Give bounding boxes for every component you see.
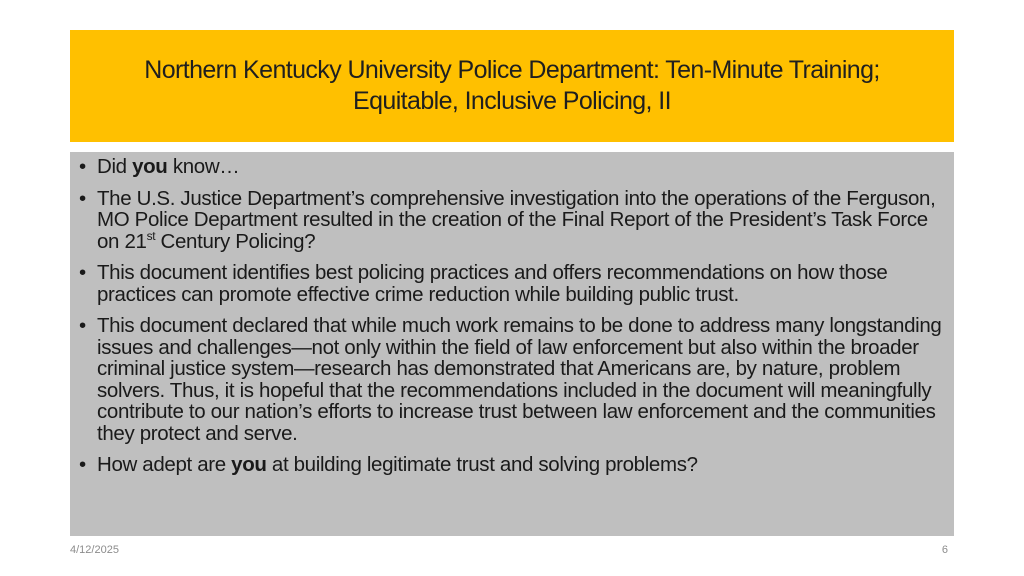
bullet-1-text-post: know… — [167, 155, 240, 178]
slide-title-line-1: Northern Kentucky University Police Department: Ten-Minute Training; — [144, 56, 880, 84]
bullet-item-3 — [70, 262, 946, 305]
bullet-3-text: This document identifies best policing practices and offers recommendations on how those practices can promote effective crime reduction while building public trust. — [97, 261, 888, 306]
page-number: 6 — [941, 544, 948, 556]
bullet-item-1 — [70, 156, 946, 178]
slide-title — [144, 55, 879, 117]
bullet-2-superscript: st — [146, 228, 156, 243]
bullet-item-2 — [70, 188, 946, 253]
bullet-icon: • — [79, 261, 86, 284]
bullet-icon: • — [79, 314, 86, 337]
bullet-icon: • — [79, 155, 86, 178]
bullet-1-text-pre: Did — [97, 155, 133, 178]
bullet-4-text: This document declared that while much work remains to be done to address many longstanding issues and challenges—not only within the field of law enforcement but also within the broader criminal justice system—research has demonstrated that Americans are, by nature, problem solvers. Thus, it is hopeful that the recommendations included in the document will meaningfully contribute to our nation’s efforts to increase trust between law enforcement and the communities they protect and serve. — [97, 314, 942, 445]
bullet-5-text-pre: How adept are — [97, 453, 232, 476]
title-banner — [70, 30, 954, 142]
bullet-item-4 — [70, 315, 946, 444]
bullet-icon: • — [79, 453, 86, 476]
bullet-item-5 — [70, 454, 946, 476]
content-panel — [70, 152, 954, 536]
bullet-list — [70, 152, 954, 476]
bullet-5-emphasis: you — [231, 453, 267, 476]
bullet-2-text-post: Century Policing? — [155, 229, 316, 253]
slide-title-line-2: Equitable, Inclusive Policing, II — [353, 87, 671, 115]
bullet-5-text-post: at building legitimate trust and solving problems? — [266, 453, 698, 476]
bullet-2-text-pre: The U.S. Justice Department’s comprehensive investigation into the operations of the Ferguson, MO Police Department resulted in the creation of the Final Report of the President’s Task Force on 21 — [97, 186, 936, 253]
bullet-icon: • — [79, 186, 86, 210]
footer-date: 4/12/2025 — [70, 544, 119, 556]
bullet-1-emphasis: you — [132, 155, 168, 178]
